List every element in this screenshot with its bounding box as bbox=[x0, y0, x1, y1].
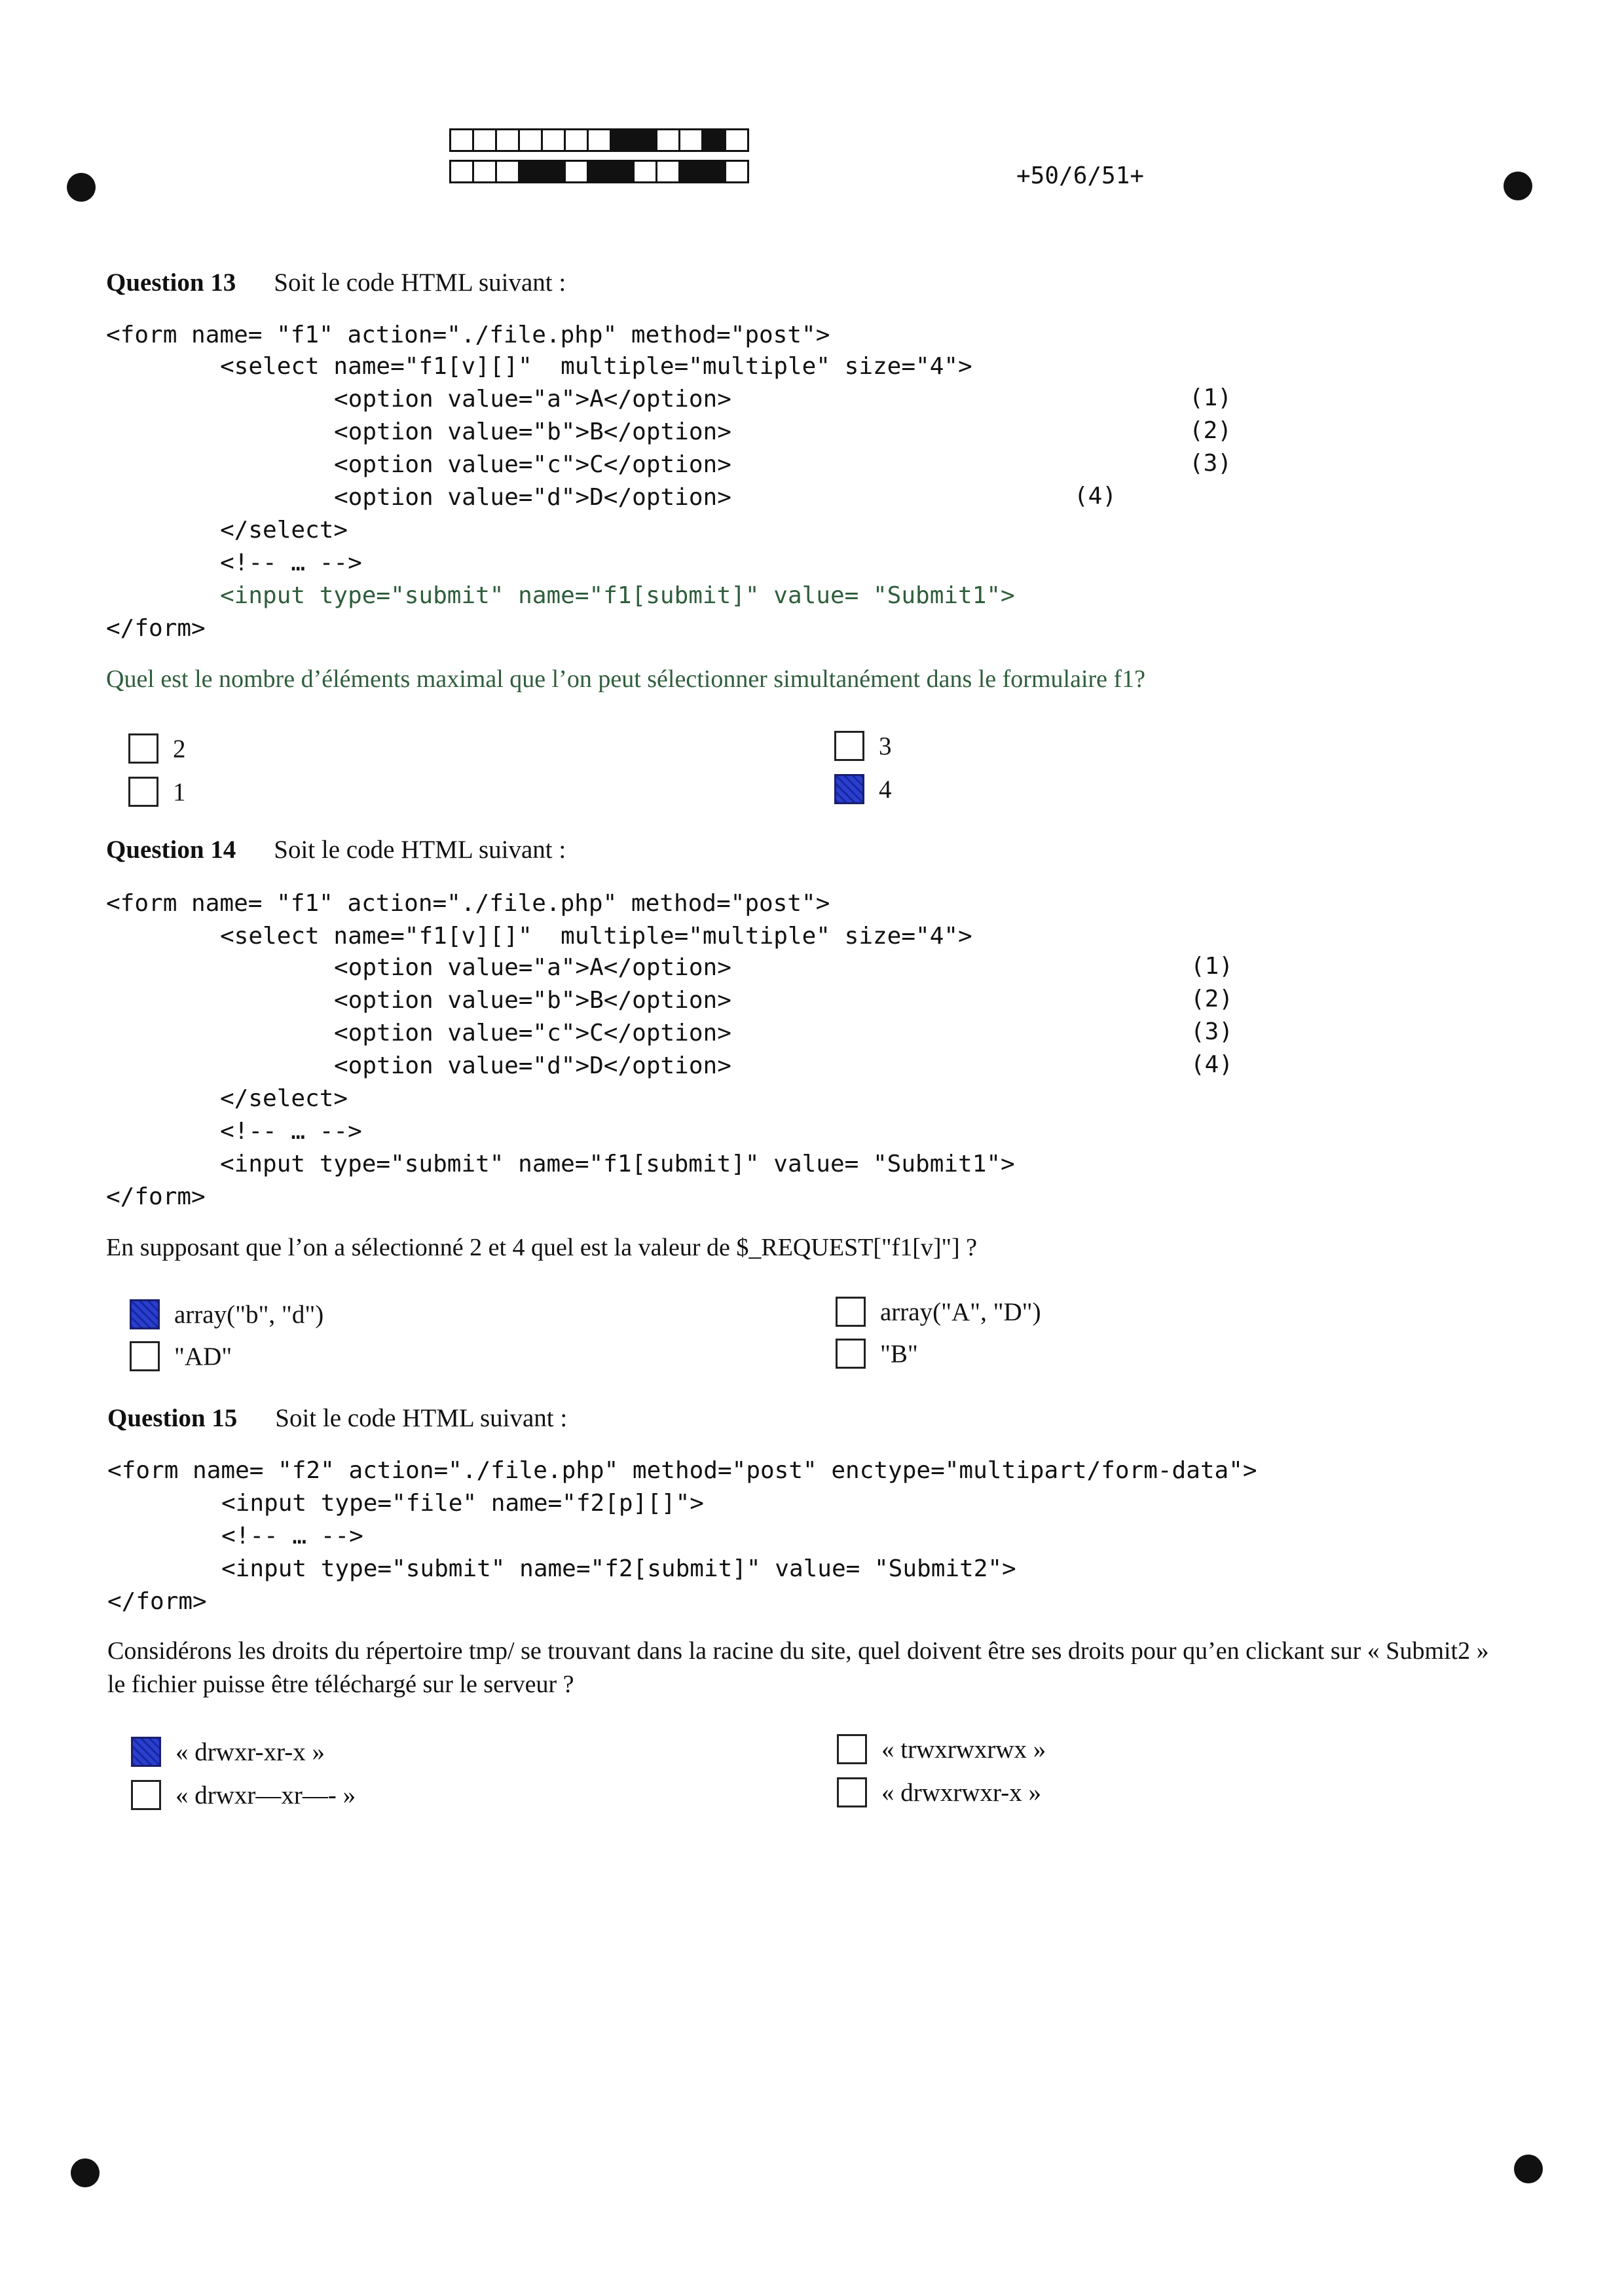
barcode-cell-filled bbox=[678, 160, 703, 183]
answer-checkbox[interactable] bbox=[128, 777, 158, 807]
code-line: <form name= "f1" action="./file.php" method="post"> bbox=[106, 322, 830, 348]
barcode-cell-empty bbox=[541, 128, 566, 152]
option-ref: (4) bbox=[1074, 483, 1117, 509]
barcode-cell-empty bbox=[472, 160, 497, 183]
code-line: <input type="submit" name="f1[submit]" value= "Submit1"> bbox=[220, 1151, 1015, 1177]
barcode-cell-empty bbox=[518, 128, 543, 152]
barcode-cell-empty bbox=[449, 160, 474, 183]
answer-checkbox[interactable] bbox=[837, 1734, 867, 1764]
code-line: <!-- … --> bbox=[221, 1523, 363, 1549]
answer-checkbox[interactable] bbox=[131, 1780, 161, 1810]
answer-checkbox-checked[interactable] bbox=[131, 1737, 161, 1767]
answer-checkbox[interactable] bbox=[837, 1777, 867, 1807]
answer-label: array("b", "d") bbox=[174, 1300, 324, 1329]
question-intro: Soit le code HTML suivant : bbox=[274, 836, 566, 864]
barcode-row-1 bbox=[449, 128, 747, 152]
barcode-cell-filled bbox=[518, 160, 543, 183]
barcode-cell-empty bbox=[495, 128, 520, 152]
code-line: </form> bbox=[106, 615, 206, 642]
answer-option[interactable] bbox=[130, 1298, 323, 1331]
answer-checkbox[interactable] bbox=[128, 733, 158, 764]
answer-label: array("A", "D") bbox=[880, 1297, 1041, 1326]
answer-checkbox-checked[interactable] bbox=[834, 774, 864, 804]
answer-option[interactable] bbox=[834, 730, 892, 762]
question-15-heading bbox=[107, 1405, 567, 1431]
option-ref: (3) bbox=[1189, 450, 1232, 477]
question-14-text: En supposant que l’on a sélectionné 2 et 4 quel est la valeur de $_REQUEST["f1[v]"] ? bbox=[106, 1234, 978, 1261]
code-line: </select> bbox=[220, 517, 348, 544]
option-ref: (4) bbox=[1190, 1051, 1234, 1078]
barcode-cell-empty bbox=[633, 160, 657, 183]
answer-option[interactable] bbox=[836, 1295, 1041, 1328]
question-14-heading bbox=[106, 837, 566, 862]
question-number: Question 14 bbox=[106, 836, 236, 864]
option-ref: (2) bbox=[1190, 986, 1234, 1012]
answer-option[interactable] bbox=[834, 773, 892, 805]
barcode-cell-empty bbox=[655, 160, 680, 183]
answer-label: "B" bbox=[880, 1339, 918, 1368]
registration-mark-top-left bbox=[67, 173, 96, 202]
code-line: <form name= "f1" action="./file.php" method="post"> bbox=[106, 890, 830, 917]
option-ref: (1) bbox=[1189, 384, 1232, 411]
code-line: <input type="submit" name="f2[submit]" value= "Submit2"> bbox=[221, 1555, 1016, 1582]
answer-label: « drwxr—xr—- » bbox=[175, 1781, 356, 1809]
code-line: <option value="a">A</option> bbox=[334, 386, 731, 413]
answer-label: "AD" bbox=[174, 1342, 232, 1371]
answer-option[interactable] bbox=[128, 775, 186, 808]
barcode-cell-empty bbox=[564, 128, 589, 152]
question-number: Question 13 bbox=[106, 268, 236, 297]
answer-label: « drwxr-xr-x » bbox=[175, 1737, 325, 1766]
answer-option[interactable] bbox=[131, 1779, 356, 1811]
code-line: <option value="a">A</option> bbox=[334, 954, 731, 981]
code-line: <!-- … --> bbox=[220, 549, 362, 576]
barcode-cell-empty bbox=[587, 128, 612, 152]
code-line: </form> bbox=[107, 1588, 207, 1615]
question-intro: Soit le code HTML suivant : bbox=[274, 268, 566, 297]
barcode-cell-empty bbox=[724, 128, 749, 152]
code-line: </form> bbox=[106, 1183, 206, 1210]
question-13-text: Quel est le nombre d’éléments maximal que l’on peut sélectionner simultanément dans le formulaire f1? bbox=[106, 665, 1146, 693]
page-id: +50/6/51+ bbox=[1016, 162, 1145, 189]
answer-checkbox[interactable] bbox=[836, 1297, 866, 1327]
code-line: <select name="f1[v][]" multiple="multiple" size="4"> bbox=[220, 353, 972, 380]
barcode-cell-empty bbox=[495, 160, 520, 183]
code-line: <option value="b">B</option> bbox=[334, 987, 731, 1014]
option-ref: (3) bbox=[1190, 1018, 1234, 1045]
barcode-cell-filled bbox=[610, 160, 635, 183]
answer-label: « drwxrwxr-x » bbox=[881, 1778, 1041, 1807]
registration-mark-top-right bbox=[1504, 172, 1532, 200]
barcode-cell-empty bbox=[655, 128, 680, 152]
registration-mark-bottom-right bbox=[1514, 2155, 1543, 2183]
code-line: <option value="d">D</option> bbox=[334, 1052, 731, 1079]
answer-label: 2 bbox=[173, 734, 186, 763]
barcode-cell-empty bbox=[564, 160, 589, 183]
code-line: <option value="d">D</option> bbox=[334, 484, 731, 511]
barcode-cell-filled bbox=[633, 128, 657, 152]
registration-mark-bottom-left bbox=[71, 2158, 100, 2187]
barcode-cell-empty bbox=[472, 128, 497, 152]
answer-label: « trwxrwxrwx » bbox=[881, 1735, 1046, 1764]
barcode-cell-filled bbox=[701, 160, 726, 183]
answer-checkbox[interactable] bbox=[130, 1341, 160, 1371]
answer-checkbox[interactable] bbox=[834, 731, 864, 761]
option-ref: (2) bbox=[1189, 417, 1232, 444]
answer-checkbox-checked[interactable] bbox=[130, 1299, 160, 1329]
answer-checkbox[interactable] bbox=[836, 1339, 866, 1369]
answer-label: 1 bbox=[173, 777, 186, 806]
question-15-text: Considérons les droits du répertoire tmp/ se trouvant dans la racine du site, quel doivent être ses droits pour qu’en clickant sur « Submit2 » le fichier puisse être téléchargé sur le serveur ? bbox=[107, 1637, 1489, 1699]
answer-option[interactable] bbox=[130, 1340, 232, 1373]
code-line: <option value="c">C</option> bbox=[334, 451, 731, 478]
barcode-cell-filled bbox=[701, 128, 726, 152]
code-line: <option value="b">B</option> bbox=[334, 418, 731, 445]
question-number: Question 15 bbox=[107, 1404, 238, 1432]
barcode-cell-empty bbox=[678, 128, 703, 152]
question-intro: Soit le code HTML suivant : bbox=[275, 1404, 568, 1432]
answer-label: 4 bbox=[879, 775, 892, 804]
question-13-heading bbox=[106, 270, 566, 295]
code-line: <form name= "f2" action="./file.php" method="post" enctype="multipart/form-data"> bbox=[107, 1457, 1257, 1484]
code-line: <select name="f1[v][]" multiple="multiple" size="4"> bbox=[220, 923, 972, 950]
barcode-cell-filled bbox=[610, 128, 635, 152]
barcode-row-2 bbox=[449, 160, 747, 183]
barcode-cell-filled bbox=[541, 160, 566, 183]
answer-option[interactable] bbox=[128, 732, 186, 765]
answer-option[interactable] bbox=[131, 1735, 325, 1768]
option-ref: (1) bbox=[1190, 953, 1234, 980]
answer-label: 3 bbox=[879, 731, 892, 760]
barcode-cell-empty bbox=[724, 160, 749, 183]
barcode-cell-empty bbox=[449, 128, 474, 152]
answer-option[interactable] bbox=[837, 1733, 1046, 1766]
answer-option[interactable] bbox=[837, 1776, 1041, 1809]
code-line: <!-- … --> bbox=[220, 1118, 362, 1145]
code-line: <option value="c">C</option> bbox=[334, 1020, 731, 1046]
barcode-cell-filled bbox=[587, 160, 612, 183]
code-line: <input type="file" name="f2[p][]"> bbox=[221, 1490, 704, 1517]
code-line: </select> bbox=[220, 1085, 348, 1112]
answer-option[interactable] bbox=[836, 1337, 918, 1370]
code-line: <input type="submit" name="f1[submit]" value= "Submit1"> bbox=[220, 582, 1015, 609]
